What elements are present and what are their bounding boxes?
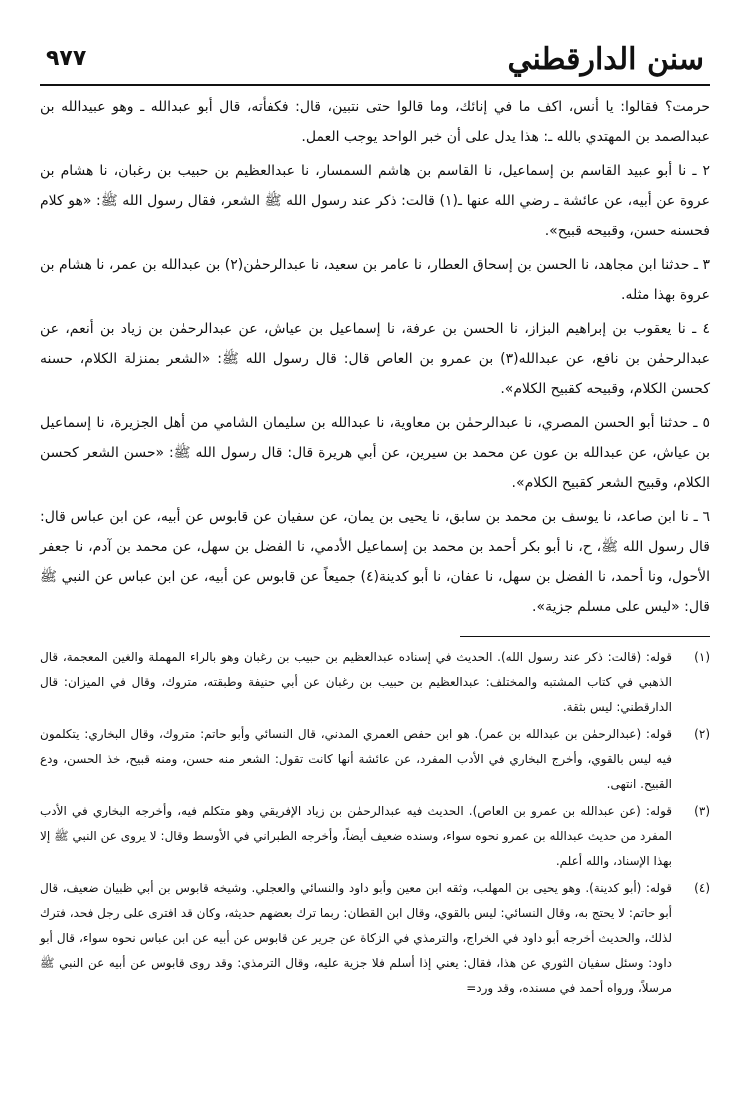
hadith-4: ٤ ـ نا يعقوب بن إبراهيم البزاز، نا الحسن بن عرفة، نا إسماعيل بن عياش، عن عبدالرحمٰن بن زياد بن أنعم، عن عبدالرحمٰن بن نافع، عن عبدالله(٣) بن عمرو بن العاص قال: قال رسول الله ﷺ: «الشعر بمنزلة الكلام، حسنه كحسن الكلام، وقبيحه كقبيح الكلام».	[40, 321, 711, 397]
footnote-number: (٤)	[694, 881, 710, 895]
running-title: سنن الدارقطني	[507, 42, 704, 77]
footnote-number: (٢)	[694, 727, 710, 741]
footnote-text: قوله: (قالت: ذكر عند رسول الله). الحديث في إسناده عبدالعظيم بن حبيب بن رغبان وهو بالراء المهملة والغين المعجمة، قال الذهبي في كتاب المشتبه والمختلف: عبدالعظيم بن حبيب بن رغبان عن أبي حنيفة وطبقته، متروك، وقال في الميزان: قال الدارقطني: ليس بثقة.	[40, 650, 672, 714]
footnote-text: قوله: (أبو كدينة). وهو يحيى بن المهلب، وثقه ابن معين وأبو داود والنسائي والعجلي. وشيخه قابوس بن أبي ظبيان ضعيف، قال أبو حاتم: لا يحتج به، وقال النسائي: ليس بالقوي، وقال ابن القطان: ربما ترك بعضهم حديثه، وكان قد افترى على رجل فحد، فترك لذلك، والحديث أخرجه أبو داود في الخراج، والترمذي في الزكاة عن جرير عن قابوس عن أبيه عن ابن عباس نحوه سواء، قال أبو داود: وسئل سفيان الثوري عن هذا، فقال: يعني إذا أسلم فلا جزية عليه، وقال الترمذي: وقد روى قابوس عن أبيه عن النبي ﷺ مرسلاً، ورواه أحمد في مسنده، وقد ورد=	[40, 881, 672, 995]
paragraph-continuation: حرمت؟ فقالوا: يا أنس، اكف ما في إنائك، وما قالوا حتى نتبين، قال: فكفأته، قال أبو عبدالله ـ وهو عبيدالله بن عبدالصمد بن المهتدي بالله ـ: هذا يدل على أن خبر الواحد يوجب العمل.	[40, 99, 710, 145]
footnotes	[40, 645, 710, 1001]
hadith-3: ٣ ـ حدثنا ابن مجاهد، نا الحسن بن إسحاق العطار، نا عامر بن سعيد، نا عبدالرحمٰن(٢) بن عبدالله بن عمر، نا هشام بن عروة بهذا مثله.	[40, 257, 710, 303]
footnote-3	[40, 799, 710, 874]
hadith-5: ٥ ـ حدثنا أبو الحسن المصري، نا عبدالرحمٰن بن معاوية، نا عبدالله بن سليمان الشامي من أهل الجزيرة، نا إسماعيل بن عياش، عن عبدالله بن عون عن محمد بن سيرين، عن أبي هريرة قال: قال رسول الله ﷺ: «حسن الشعر كحسن الكلام، وقبيح الشعر كقبيح الكلام».	[40, 415, 710, 491]
footnote-4	[40, 876, 710, 1001]
hadith-6: ٦ ـ نا ابن صاعد، نا يوسف بن محمد بن سابق، نا يحيى بن يمان، عن سفيان عن قابوس عن أبيه، عن ابن عباس قال: قال رسول الله ﷺ، ح، نا أبو بكر أحمد بن محمد بن إسماعيل الأدمي، نا الفضل بن سهل، عن محمد بن آدم، نا جعفر الأحول، ونا أحمد، نا الفضل بن سهل، نا عفان، نا أبو كدينة(٤) جميعاً عن قابوس عن أبيه، عن ابن عباس عن النبي ﷺ قال: «ليس على مسلم جزية».	[40, 509, 710, 615]
footnote-text: قوله: (عبدالرحمٰن بن عبدالله بن عمر). هو ابن حفص العمري المدني، قال النسائي وأبو حاتم: متروك، وقال البخاري: يتكلمون فيه ليس بالقوي، وأخرج البخاري في الأدب المفرد، عن عائشة أنها كانت تقول: الشعر منه حسن، ومنه قبيح، خذ الحسن، ودع القبيح. انتهى.	[40, 727, 672, 791]
page-number: ٩٧٧	[46, 46, 87, 71]
main-text	[40, 92, 710, 622]
page-header	[40, 40, 710, 84]
footnote-separator	[460, 636, 710, 637]
hadith-2: ٢ ـ نا أبو عبيد القاسم بن إسماعيل، نا القاسم بن هاشم السمسار، نا عبدالعظيم بن حبيب بن رغبان، نا هشام بن عروة عن أبيه، عن عائشة ـ رضي الله عنها ـ(١) قالت: ذكر عند رسول الله ﷺ الشعر، فقال رسول الله ﷺ: «هو كلام فحسنه حسن، وقبيحه قبيح».	[40, 163, 710, 239]
footnote-1	[40, 645, 710, 720]
footnote-2	[40, 722, 710, 797]
footnote-text: قوله: (عن عبدالله بن عمرو بن العاص). الحديث فيه عبدالرحمٰن بن زياد الإفريقي وهو متكلم فيه، وأخرجه البخاري في الأدب المفرد من حديث عبدالله بن عمرو نحوه سواء، وسنده ضعيف أيضاً، وأخرجه الطبراني في الأوسط وقال: لا يروى عن النبي ﷺ إلا بهذا الإسناد، والله أعلم.	[40, 804, 672, 868]
header-rule	[40, 84, 710, 86]
footnote-number: (١)	[694, 650, 710, 664]
footnote-number: (٣)	[694, 804, 710, 818]
